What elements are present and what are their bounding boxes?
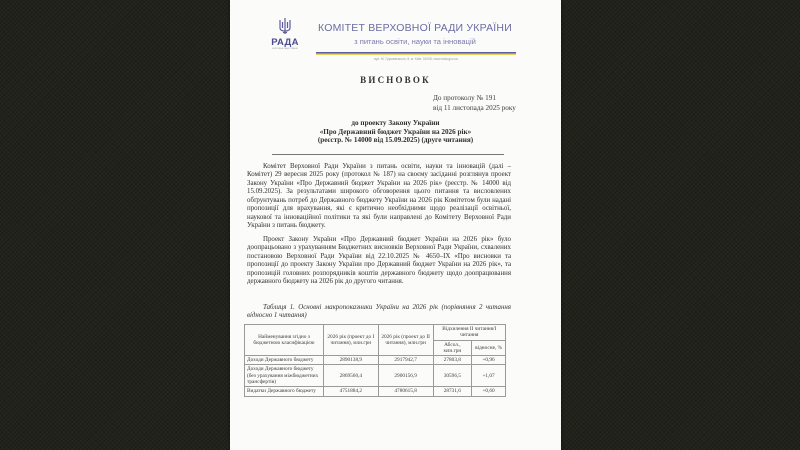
- logo-subtext: ВЕРХОВНА РАДА УКРАЇНИ: [272, 48, 298, 50]
- document-title: ВИСНОВОК: [360, 75, 431, 85]
- committee-title: КОМІТЕТ ВЕРХОВНОЇ РАДИ УКРАЇНИ: [318, 22, 512, 34]
- subject-line-1: до проекту Закону України: [351, 119, 440, 127]
- header-first-reading: 2026 рік (проект до I читання), млн.грн: [323, 325, 378, 356]
- document-page: [230, 0, 561, 450]
- cell-name: Доходи Державного бюджету (без урахування міжбюджетних трансфертів): [245, 365, 324, 387]
- header-deviation: Відхилення II читання/I читання: [433, 325, 505, 341]
- cell-absolute: 27803,8: [433, 356, 472, 365]
- header-absolute: Абсол., млн.грн: [433, 340, 472, 356]
- table-row: [245, 356, 506, 365]
- body-paragraph-2: [247, 236, 511, 287]
- trident-icon: [279, 17, 291, 35]
- committee-address: вул. М. Грушевського, 5, м. Київ, 01008, www.rada.gov.ua: [374, 57, 458, 61]
- header-relative: відносне, %: [472, 340, 506, 356]
- table-caption: [247, 304, 511, 321]
- cell-second-reading: 2900156,9: [378, 365, 433, 387]
- cell-absolute: 28731,6: [433, 387, 472, 396]
- protocol-number: До протоколу № 191: [433, 94, 496, 102]
- cell-first-reading: 2869560,4: [323, 365, 378, 387]
- header-name: Найменування згідно з бюджетною класифікацією: [245, 325, 324, 356]
- cell-first-reading: 2890138,9: [323, 356, 378, 365]
- body-paragraph-1: [247, 163, 511, 231]
- table-row: [245, 365, 506, 387]
- cell-second-reading: 4780615,8: [378, 387, 433, 396]
- cell-second-reading: 2917942,7: [378, 356, 433, 365]
- subject-divider: [272, 154, 504, 155]
- subject-line-2: «Про Державний бюджет України на 2026 рік»: [319, 127, 472, 136]
- paragraph-text: Комітет Верховної Ради України з питань освіти, науки та інновацій (далі – Комітет) 29 вересня 2025 року (протокол № 187) на своєму засіданні розглянув проект Закону України «Про Державний бюджет України на 2026 рік» (реєстр. № 14000 від 15.09.2025). За результатами широкого обговорення цього питання та висловлених обґрунтувань потреб до Державного бюджету України на 2026 рік Комітетом були надані пропозиції для врахування, які є критично необхідними щодо реалізації освітньої, наукової та інноваційної політики та які були направлені до Комітету Верховної Ради України з питань бюджету.: [247, 163, 511, 230]
- cell-absolute: 30596,5: [433, 365, 472, 387]
- cell-name: Видатки Державного бюджету: [245, 387, 324, 396]
- table-row: [245, 387, 506, 396]
- table-caption-text: Таблиця 1. Основні макропоказники України на 2026 рік (порівняння 2 читання відносно 1 читання): [247, 304, 511, 320]
- document-subject: [230, 119, 561, 145]
- protocol-date: від 11 листопада 2025 року: [433, 103, 516, 112]
- cell-name: Доходи Державного бюджету: [245, 356, 324, 365]
- cell-relative: +1,07: [472, 365, 506, 387]
- cell-relative: +0,60: [472, 387, 506, 396]
- letterhead-divider: [316, 52, 516, 55]
- rada-logo: [271, 17, 299, 51]
- paragraph-text: Проект Закону України «Про Державний бюджет України на 2026 рік» було доопрацьовано з урахуванням Бюджетних висновків Верховної Ради України, схвалених постановою Верховної Ради України від 22.10.2025 № 4650–IX «Про висновки та пропозиції до проекту Закону України про Державний бюджет України на 2026 рік», та пропозицій головних розпорядників коштів державного бюджету щодо доопрацювання державного бюджету на 2026 рік до другого читання.: [247, 236, 511, 286]
- committee-subtitle: з питань освіти, науки та інновацій: [354, 37, 476, 46]
- cell-relative: +0,96: [472, 356, 506, 365]
- table-header-row: [245, 325, 506, 341]
- cell-first-reading: 4751884,2: [323, 387, 378, 396]
- subject-line-3: (реєстр. № 14000 від 15.09.2025) (друге читання): [317, 136, 474, 145]
- header-second-reading: 2026 рік (проект до II читання), млн.грн: [378, 325, 433, 356]
- macro-indicators-table: [244, 324, 506, 397]
- protocol-reference: [433, 94, 516, 113]
- logo-text: РАДА: [271, 37, 299, 48]
